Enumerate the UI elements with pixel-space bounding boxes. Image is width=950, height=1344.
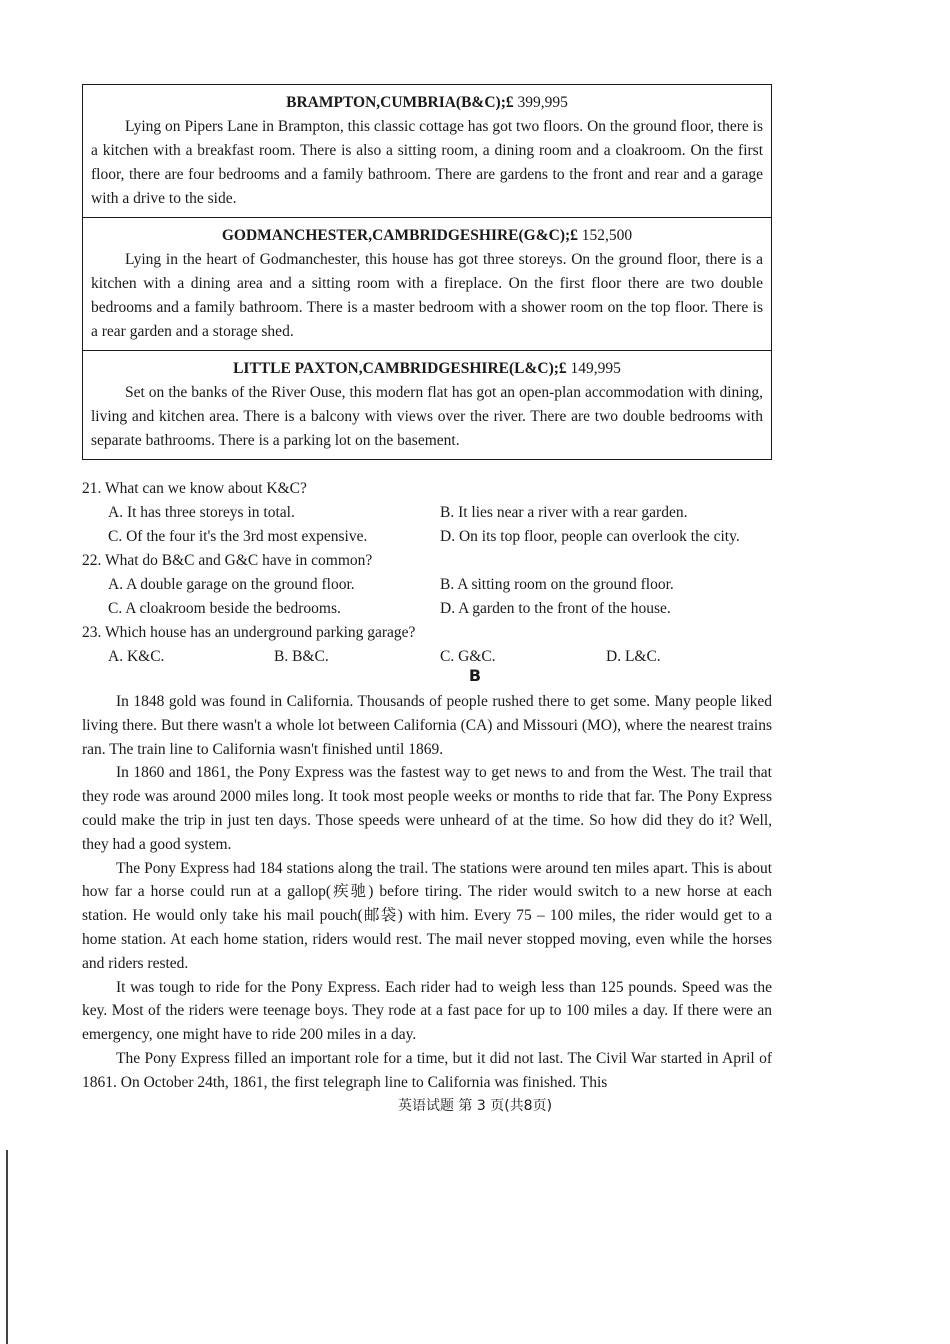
- listing-price: 152,500: [577, 227, 633, 244]
- option-b: B. B&C.: [274, 648, 329, 665]
- passage-paragraph: In 1860 and 1861, the Pony Express was the fastest way to get news to and from the West. The trail that they rode was around 2000 miles long. It took most people weeks or months to ride that far. The Pony Express could make the trip in just ten days. Those speeds were unheard of at the time. So how did they do it? Well, they had a good system.: [82, 764, 772, 853]
- passage-paragraph: The Pony Express had 184 stations along the trail. The stations were around ten miles apart. This is about how far a horse could run at a gallop(疾驰) before tiring. The rider would switch to a new horse at each station. He would only take his mail pouch(邮袋) with him. Every 75 – 100 miles, the rider would get to a home station. At each home station, riders would rest. The mail never stopped moving, even while the horses and riders rested.: [82, 859, 772, 972]
- option-d: D. A garden to the front of the house.: [440, 600, 671, 617]
- option-c: C. Of the four it's the 3rd most expensive.: [108, 528, 368, 545]
- listing-brampton: [83, 85, 771, 217]
- option-row: [82, 597, 772, 621]
- listing-title: GODMANCHESTER,CAMBRIDGESHIRE(G&C);£ 152,500: [221, 227, 633, 244]
- question-21: [82, 477, 772, 549]
- listing-description: Lying on Pipers Lane in Brampton, this classic cottage has got two floors. On the ground floor, there is a kitchen with a breakfast room. There is also a sitting room, a dining room and a cloakroom. On the first floor, there are four bedrooms and a family bathroom. There are gardens to the front and rear and a garage with a drive to the side.: [91, 118, 763, 207]
- section-label: B: [468, 666, 482, 685]
- passage-paragraph: In 1848 gold was found in California. Thousands of people rushed there to get some. Many people liked living there. But there wasn't a whole lot between California (CA) and Missouri (MO), where the nearest trains ran. The train line to California wasn't finished until 1869.: [82, 693, 772, 758]
- page-footer: 英语试题 第 3 页(共8页): [397, 1098, 553, 1114]
- questions-block: [82, 477, 772, 669]
- listing-title: BRAMPTON,CUMBRIA(B&C);£ 399,995: [286, 94, 568, 111]
- scan-margin-line: [6, 1150, 8, 1344]
- passage-paragraph: It was tough to ride for the Pony Express. Each rider had to weigh less than 125 pounds. Speed was the key. Most of the riders were teenage boys. They rode at a fast pace for up to 100 miles a day. If there were an emergency, one might have to ride 200 miles in a day.: [82, 978, 772, 1044]
- option-b: B. It lies near a river with a rear garden.: [440, 504, 688, 521]
- question-stem: 23. Which house has an underground parking garage?: [82, 624, 416, 641]
- option-a: A. K&C.: [108, 648, 165, 665]
- question-23: [82, 621, 772, 669]
- listing-title: LITTLE PAXTON,CAMBRIDGESHIRE(L&C);£ 149,995: [233, 360, 621, 377]
- option-d: D. L&C.: [606, 648, 661, 665]
- option-row: [82, 573, 772, 597]
- option-row: [82, 525, 772, 549]
- question-stem: 21. What can we know about K&C?: [82, 480, 307, 497]
- option-c: C. A cloakroom beside the bedrooms.: [108, 600, 341, 617]
- option-a: A. It has three storeys in total.: [108, 504, 295, 521]
- option-row: [82, 501, 772, 525]
- passage-paragraph: The Pony Express filled an important role for a time, but it did not last. The Civil War started in April of 1861. On October 24th, 1861, the first telegraph line to California was finished. This: [82, 1049, 772, 1091]
- listing-description: Lying in the heart of Godmanchester, this house has got three storeys. On the ground floor, there is a kitchen with a dining area and a sitting room with a fireplace. On the first floor there are two double bedrooms and a family bathroom. There is a master bedroom with a shower room on the top floor. There is a rear garden and a storage shed.: [91, 251, 763, 340]
- option-b: B. A sitting room on the ground floor.: [440, 576, 674, 593]
- listing-price: 149,995: [566, 360, 621, 377]
- listing-godmanchester: [83, 217, 771, 350]
- listing-description: Set on the banks of the River Ouse, this modern flat has got an open-plan accommodation with dining, living and kitchen area. There is a balcony with views over the river. There are two double bedrooms with separate bathrooms. There is a parking lot on the basement.: [91, 384, 763, 449]
- option-a: A. A double garage on the ground floor.: [108, 576, 355, 593]
- property-listings-box: [82, 84, 772, 460]
- question-stem: 22. What do B&C and G&C have in common?: [82, 552, 373, 569]
- listing-little-paxton: [83, 350, 771, 459]
- option-c: C. G&C.: [440, 648, 496, 665]
- reading-passage: [82, 690, 772, 1095]
- listing-price: 399,995: [513, 94, 568, 111]
- question-22: [82, 549, 772, 621]
- option-d: D. On its top floor, people can overlook the city.: [440, 528, 740, 545]
